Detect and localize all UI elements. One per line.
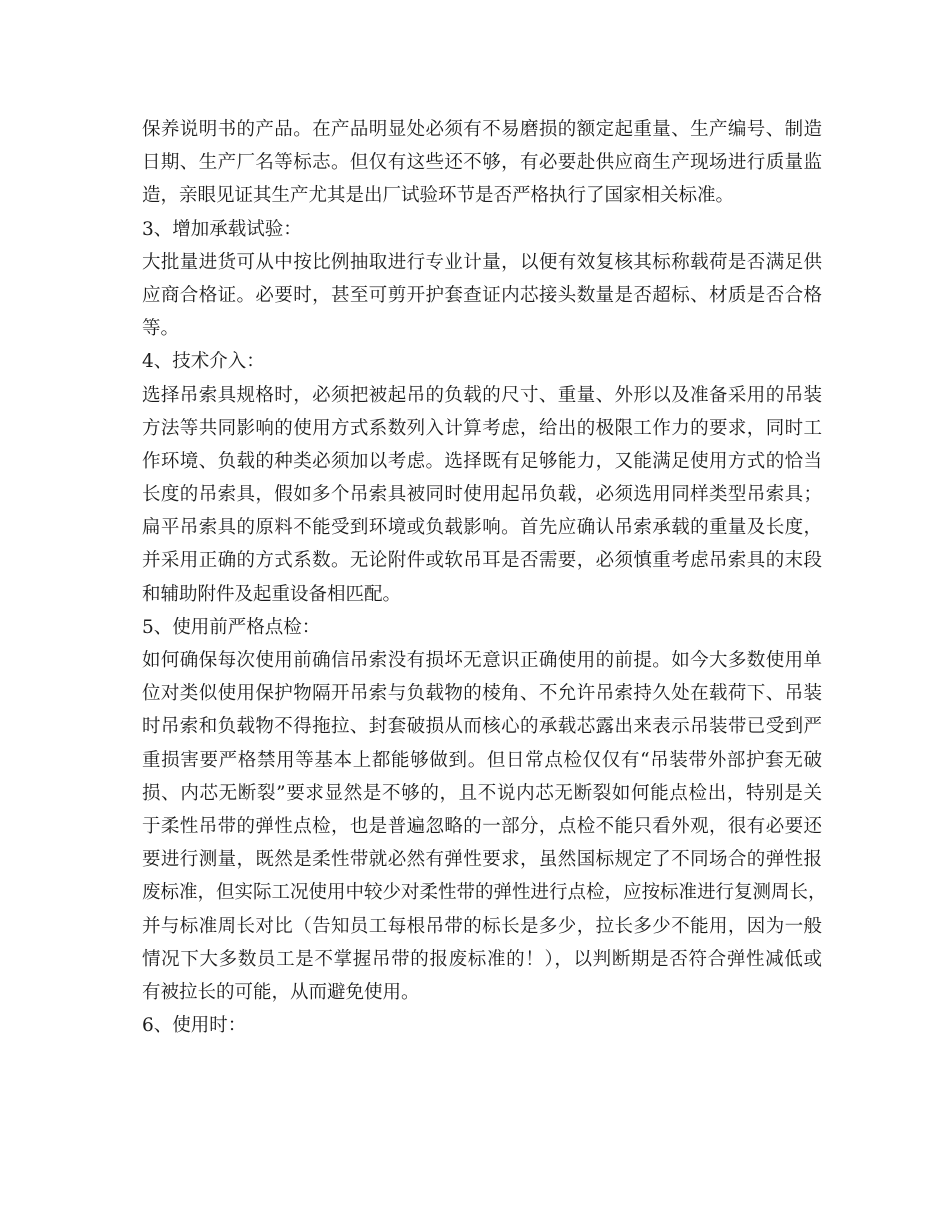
text-line: 如何确保每次使用前确信吊索没有损坏无意识正确使用的前提。如今大多数使用单	[142, 650, 822, 671]
text-line: 长度的吊索具，假如多个吊索具被同时使用起吊负载，必须选用同样类型吊索具；	[142, 484, 822, 506]
text-line: 选择吊索具规格时，必须把被起吊的负载的尺寸、重量、外形以及准备采用的吊装	[142, 384, 822, 406]
text-line: 保养说明书的产品。在产品明显处必须有不易磨损的额定起重量、生产编号、制造	[142, 119, 822, 140]
text-line: 情况下大多数员工是不掌握吊带的报废标准的！），以判断期是否符合弹性减低或	[142, 948, 822, 970]
text-line: 应商合格证。必要时，甚至可剪开护套查证内芯接头数量是否超标、材质是否合格	[142, 284, 822, 306]
text-line: 方法等共同影响的使用方式系数列入计算考虑，给出的极限工作力的要求，同时工	[142, 417, 822, 439]
text-line: 重损害要严格禁用等基本上都能够做到。但日常点检仅仅有“吊装带外部护套无破	[142, 749, 822, 771]
text-line: 作环境、负载的种类必须加以考虑。选择既有足够能力，又能满足使用方式的恰当	[142, 450, 822, 472]
text-line: 并与标准周长对比（告知员工每根吊带的标长是多少，拉长多少不能用，因为一般	[142, 915, 822, 937]
section-heading: 6、使用时：	[142, 1015, 247, 1037]
paragraph-load-test	[142, 246, 822, 346]
text-line: 有被拉长的可能，从而避免使用。	[142, 981, 420, 1003]
section-heading: 5、使用前严格点检：	[142, 616, 321, 638]
text-line: 等。	[142, 318, 180, 340]
text-line: 位对类似使用保护物隔开吊索与负载物的棱角、不允许吊索持久处在载荷下、吊装	[142, 683, 822, 705]
section-heading-5	[142, 611, 822, 644]
text-line: 造，亲眼见证其生产尤其是出厂试验环节是否严格执行了国家相关标准。	[142, 185, 735, 207]
paragraph-technical-intervention	[142, 379, 822, 611]
paragraph-quality-supervision	[142, 113, 822, 213]
text-line: 和辅助附件及起重设备相匹配。	[142, 583, 402, 605]
text-line: 要进行测量，既然是柔性带就必然有弹性要求，虽然国标规定了不同场合的弹性报	[142, 849, 822, 871]
text-line: 并采用正确的方式系数。无论附件或软吊耳是否需要，必须慎重考虑吊索具的末段	[142, 550, 822, 572]
text-line: 日期、生产厂名等标志。但仅有这些还不够，有必要赴供应商生产现场进行质量监	[142, 152, 822, 174]
text-line: 扁平吊索具的原料不能受到环境或负载影响。首先应确认吊索承载的重量及长度，	[142, 517, 822, 539]
document-body	[142, 113, 827, 1042]
text-line: 时吊索和负载物不得拖拉、封套破损从而核心的承载芯露出来表示吊装带已受到严	[142, 716, 822, 738]
section-heading: 4、技术介入：	[142, 351, 265, 373]
text-line: 损、内芯无断裂”要求显然是不够的，且不说内芯无断裂如何能点检出，特别是关	[142, 782, 822, 804]
section-heading-4	[142, 345, 822, 378]
section-heading-6	[142, 1009, 822, 1042]
text-line: 于柔性吊带的弹性点检，也是普遍忽略的一部分，点检不能只看外观，很有必要还	[142, 815, 822, 837]
section-heading-3	[142, 213, 822, 246]
paragraph-pre-use-inspection	[142, 644, 827, 1009]
section-heading: 3、增加承载试验：	[142, 218, 302, 240]
text-line: 废标准，但实际工况使用中较少对柔性带的弹性进行点检，应按标准进行复测周长，	[142, 882, 827, 904]
text-line: 大批量进货可从中按比例抽取进行专业计量，以便有效复核其标称载荷是否满足供	[142, 251, 822, 273]
